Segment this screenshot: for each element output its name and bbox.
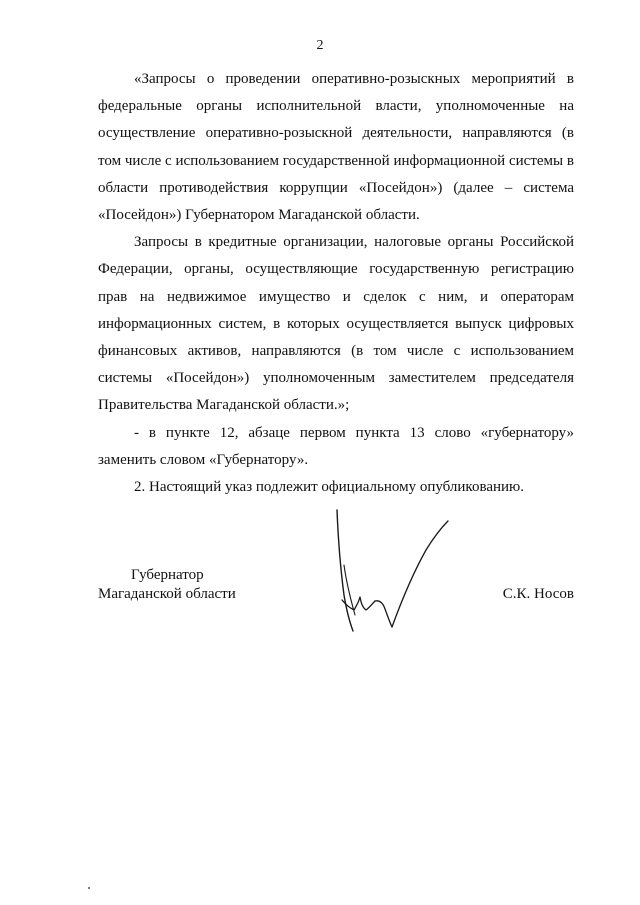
signatory-position-line2: Магаданской области xyxy=(98,586,236,602)
handwritten-signature xyxy=(330,505,460,640)
scan-speck xyxy=(88,887,90,889)
document-body xyxy=(98,66,574,501)
signatory-position-line1: Губернатор xyxy=(131,567,204,583)
paragraph-amendment-points: - в пункте 12, абзаце первом пункта 13 слово «губернатору» заменить словом «Губернатору». xyxy=(98,424,574,468)
signatory-position xyxy=(98,566,236,604)
paragraph-publication: 2. Настоящий указ подлежит официальному опубликованию. xyxy=(134,479,525,496)
signatory-name: С.К. Носов xyxy=(502,586,574,602)
paragraph-requests-ord: «Запросы о проведении оперативно-розыскных мероприятий в федеральные органы исполнительной власти, уполномоченные на осуществление оперативно-розыскной деятельности, направляются (в том числе с использованием государственной информационной системы в области противодействия коррупции «Посейдон») (далее – система «Посейдон») Губернатором Магаданской области. xyxy=(98,71,574,224)
page-number: 2 xyxy=(316,38,324,53)
paragraph-requests-credit-organizations: Запросы в кредитные организации, налоговые органы Российской Федерации, органы, осуществляющие государственную регистрацию прав на недвижимое имущество и сделок с ним, и операторам информационных систем, в которых осуществляется выпуск цифровых финансовых активов, направляются (в том числе с использованием системы «Посейдон») уполномоченным заместителем председателя Правительства Магаданской области.»; xyxy=(98,234,574,414)
